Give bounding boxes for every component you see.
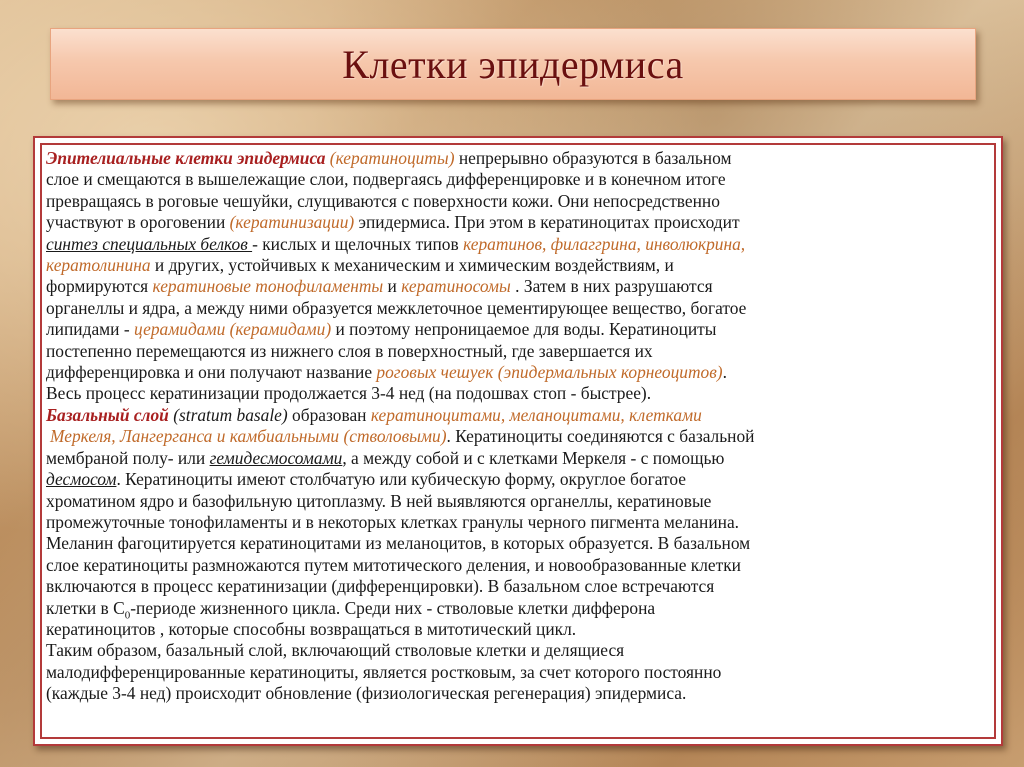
text-line bbox=[46, 598, 986, 619]
text-run: участвуют в ороговении bbox=[46, 212, 230, 233]
body-text bbox=[46, 148, 986, 705]
text-run: . Кератиноциты соединяются с базальной bbox=[446, 426, 755, 447]
text-line bbox=[46, 255, 986, 276]
text-line: Весь процесс кератинизации продолжается 3-4 нед (на подошвах стоп - быстрее). bbox=[46, 383, 652, 404]
text-run: -периоде жизненного цикла. Среди них - стволовые клетки дифферона bbox=[130, 597, 656, 618]
text-line bbox=[46, 426, 986, 447]
text-run: мембраной полу- или bbox=[46, 447, 210, 468]
text-line: превращаясь в роговые чешуйки, слущиваются с поверхности кожи. Они непосредственно bbox=[46, 190, 720, 211]
text-line: слое кератиноциты размножаются путем митотического деления, и новообразованные клетки bbox=[46, 554, 741, 575]
term: Базальный слой bbox=[46, 404, 169, 425]
text-line bbox=[46, 319, 986, 340]
text-run: образован bbox=[287, 404, 371, 425]
text-run: дифференцировка и они получают название bbox=[46, 362, 377, 383]
text-run: эпидермиса. При этом в кератиноцитах происходит bbox=[354, 212, 740, 233]
text-run: - кислых и щелочных типов bbox=[252, 233, 464, 254]
term: кератиноцитами, меланоцитами, клетками bbox=[370, 404, 702, 425]
term: кератолинина bbox=[46, 255, 151, 276]
text-line bbox=[46, 448, 986, 469]
term: кератиновые тонофиламенты bbox=[152, 276, 384, 297]
text-line bbox=[46, 276, 986, 297]
text-line: Меланин фагоцитируется кератиноцитами из меланоцитов, в которых образуется. В базальном bbox=[46, 533, 751, 554]
text-run: и bbox=[383, 276, 402, 297]
term: (кератиноциты) bbox=[329, 148, 455, 168]
text-run: . Затем в них разрушаются bbox=[510, 276, 713, 297]
text-run: липидами - bbox=[46, 319, 134, 340]
text-run: формируются bbox=[46, 276, 153, 297]
text-run: , а между собой и с клетками Меркеля - с помощью bbox=[342, 447, 725, 468]
text-line: постепенно перемещаются из нижнего слоя в поверхностный, где завершается их bbox=[46, 340, 653, 361]
text-line bbox=[46, 148, 986, 169]
text-run: . Кератиноциты имеют столбчатую или кубическую форму, округлое богатое bbox=[116, 469, 687, 490]
text-run: и других, устойчивых к механическим и химическим воздействиям, и bbox=[150, 255, 674, 276]
text-line bbox=[46, 212, 986, 233]
text-run: непрерывно образуются в базальном bbox=[454, 148, 732, 168]
term: десмосом bbox=[46, 469, 117, 490]
text-line: включаются в процесс кератинизации (дифференцировки). В базальном слое встречаются bbox=[46, 576, 715, 597]
subscript: 0 bbox=[124, 609, 131, 621]
title-bar bbox=[50, 28, 976, 100]
text-line: кератиноцитов , которые способны возвращаться в митотический цикл. bbox=[46, 618, 577, 639]
text-line bbox=[46, 469, 986, 490]
slide-title: Клетки эпидермиса bbox=[342, 41, 684, 87]
term: гемидесмосомами bbox=[209, 447, 343, 468]
text-line: промежуточные тонофиламенты и в некоторых клетках гранулы черного пигмента меланина. bbox=[46, 511, 740, 532]
text-line: малодифференцированные кератиноциты, является ростковым, за счет которого постоянно bbox=[46, 661, 722, 682]
term: (кератинизации) bbox=[229, 212, 355, 233]
latin-term: (stratum basale) bbox=[168, 404, 288, 425]
term: кератинов, филаггрина, инволюкрина, bbox=[463, 233, 746, 254]
term: Меркеля, Лангерганса и камбиальными (стволовыми) bbox=[50, 426, 447, 447]
text-line bbox=[46, 234, 986, 255]
term: Эпителиальные клетки эпидермиса bbox=[46, 148, 326, 168]
text-run: и поэтому непроницаемое для воды. Кератиноциты bbox=[331, 319, 717, 340]
term: роговых чешуек (эпидермальных корнеоцитов) bbox=[376, 362, 723, 383]
term: церамидами (керамидами) bbox=[133, 319, 332, 340]
text-run: клетки в С bbox=[46, 597, 125, 618]
text-run: . bbox=[722, 362, 727, 383]
text-line: органеллы и ядра, а между ними образуется межклеточное цементирующее вещество, богатое bbox=[46, 297, 747, 318]
text-line: слое и смещаются в вышележащие слои, подвергаясь дифференцировке и в конечном итоге bbox=[46, 169, 726, 190]
text-line bbox=[46, 362, 986, 383]
term: синтез специальных белков bbox=[46, 233, 253, 254]
content-box bbox=[33, 136, 1003, 746]
term: кератиносомы bbox=[401, 276, 511, 297]
text-line: (каждые 3-4 нед) происходит обновление (физиологическая регенерация) эпидермиса. bbox=[46, 683, 687, 704]
text-line: Таким образом, базальный слой, включающий стволовые клетки и делящиеся bbox=[46, 640, 625, 661]
text-line bbox=[46, 405, 986, 426]
text-line: хроматином ядро и базофильную цитоплазму. В ней выявляются органеллы, кератиновые bbox=[46, 490, 712, 511]
